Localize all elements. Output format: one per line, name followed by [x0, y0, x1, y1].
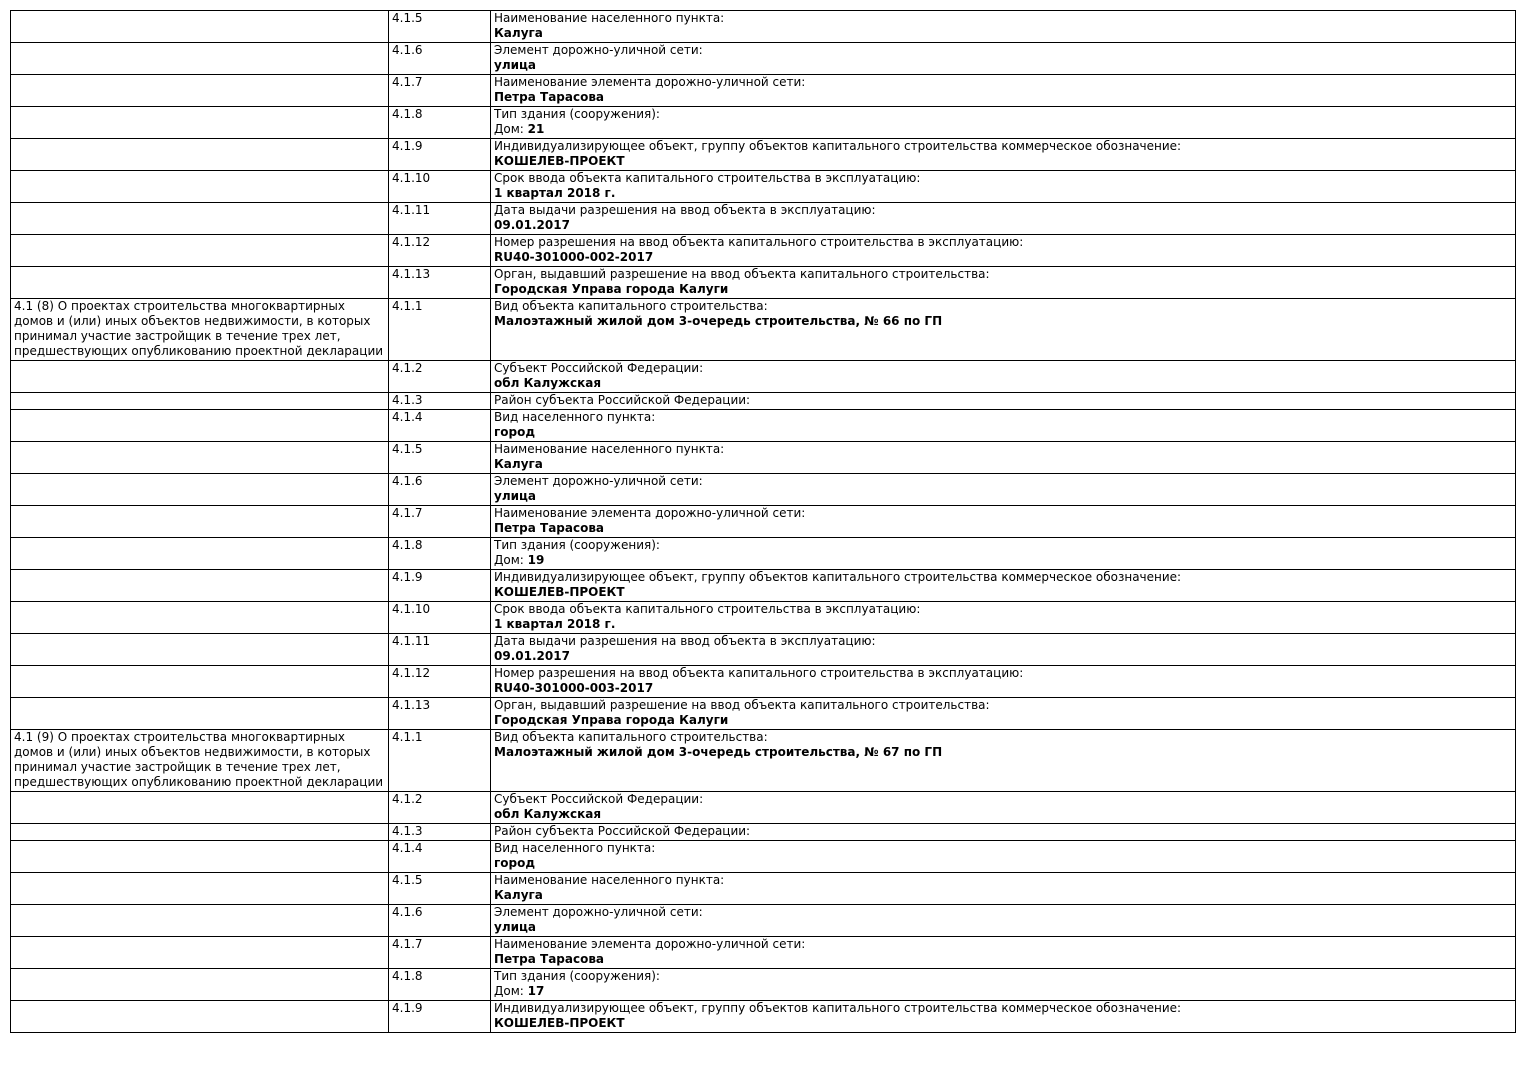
field-label: Индивидуализирующее объект, группу объектов капитального строительства коммерческое обозначение: — [494, 139, 1182, 153]
field-value-text: город — [494, 856, 536, 870]
left-spacer-cell — [11, 361, 389, 393]
field-cell — [491, 602, 1516, 634]
field-value-text: 1 квартал 2018 г. — [494, 617, 616, 631]
field-label: Наименование населенного пункта: — [494, 442, 725, 456]
field-cell — [491, 171, 1516, 203]
table-row — [11, 235, 1516, 267]
table-row — [11, 139, 1516, 171]
field-cell — [491, 937, 1516, 969]
table-row — [11, 792, 1516, 824]
left-spacer-cell — [11, 824, 389, 841]
field-label: Район субъекта Российской Федерации: — [494, 393, 751, 407]
field-label: Наименование населенного пункта: — [494, 873, 725, 887]
field-value — [494, 425, 1512, 440]
left-spacer-cell — [11, 235, 389, 267]
field-value — [494, 984, 1512, 999]
table-row — [11, 474, 1516, 506]
field-value — [494, 218, 1512, 233]
field-cell — [491, 666, 1516, 698]
left-spacer-cell — [11, 410, 389, 442]
left-spacer-cell — [11, 905, 389, 937]
field-cell — [491, 43, 1516, 75]
field-label: Орган, выдавший разрешение на ввод объекта капитального строительства: — [494, 698, 990, 712]
table-row — [11, 824, 1516, 841]
row-number-cell: 4.1.1 — [389, 730, 491, 792]
left-spacer-cell — [11, 538, 389, 570]
left-spacer-cell — [11, 506, 389, 538]
field-value-text: 1 квартал 2018 г. — [494, 186, 616, 200]
row-number-cell: 4.1.4 — [389, 841, 491, 873]
row-number-cell: 4.1.8 — [389, 538, 491, 570]
field-value-text: Малоэтажный жилой дом 3-очередь строительства, № 67 по ГП — [494, 745, 943, 759]
field-cell — [491, 698, 1516, 730]
field-value — [494, 553, 1512, 568]
table-row — [11, 969, 1516, 1001]
table-row — [11, 730, 1516, 792]
table-row — [11, 171, 1516, 203]
field-label: Вид объекта капитального строительства: — [494, 730, 768, 744]
row-number-cell: 4.1.6 — [389, 43, 491, 75]
field-label: Индивидуализирующее объект, группу объектов капитального строительства коммерческое обозначение: — [494, 1001, 1182, 1015]
left-spacer-cell — [11, 203, 389, 235]
field-label: Тип здания (сооружения): — [494, 107, 660, 121]
field-value — [494, 457, 1512, 472]
field-value — [494, 713, 1512, 728]
left-spacer-cell — [11, 171, 389, 203]
row-number-cell: 4.1.11 — [389, 203, 491, 235]
row-number-cell: 4.1.10 — [389, 171, 491, 203]
field-cell — [491, 538, 1516, 570]
field-label: Тип здания (сооружения): — [494, 969, 660, 983]
left-spacer-cell — [11, 442, 389, 474]
field-value-text: город — [494, 425, 536, 439]
field-value — [494, 376, 1512, 391]
table-row — [11, 698, 1516, 730]
field-value-text: улица — [494, 920, 537, 934]
table-row — [11, 11, 1516, 43]
field-label: Элемент дорожно-уличной сети: — [494, 43, 703, 57]
field-value — [494, 154, 1512, 169]
field-cell — [491, 299, 1516, 361]
row-number-cell: 4.1.9 — [389, 570, 491, 602]
field-cell — [491, 442, 1516, 474]
field-cell — [491, 75, 1516, 107]
left-spacer-cell — [11, 1001, 389, 1033]
row-number-cell: 4.1.12 — [389, 235, 491, 267]
field-value-text: 19 — [527, 553, 545, 567]
left-spacer-cell — [11, 792, 389, 824]
row-number-cell: 4.1.13 — [389, 267, 491, 299]
section-description-cell: 4.1 (8) О проектах строительства многоквартирных домов и (или) иных объектов недвижимости, в которых принимал участие застройщик в течение трех лет, предшествующих опубликованию проектной декларации — [11, 299, 389, 361]
field-value-text: улица — [494, 58, 537, 72]
field-value — [494, 745, 1512, 760]
field-cell — [491, 11, 1516, 43]
field-label: Вид населенного пункта: — [494, 841, 656, 855]
field-value-prefix: Дом: — [494, 122, 528, 136]
field-label: Индивидуализирующее объект, группу объектов капитального строительства коммерческое обозначение: — [494, 570, 1182, 584]
field-value-text: RU40-301000-002-2017 — [494, 250, 654, 264]
field-value-text: КОШЕЛЕВ-ПРОЕКТ — [494, 154, 625, 168]
project-declaration-table — [10, 10, 1516, 1033]
field-cell — [491, 506, 1516, 538]
field-value-text: КОШЕЛЕВ-ПРОЕКТ — [494, 585, 625, 599]
field-label: Субъект Российской Федерации: — [494, 361, 704, 375]
field-cell — [491, 107, 1516, 139]
left-spacer-cell — [11, 107, 389, 139]
field-cell — [491, 905, 1516, 937]
row-number-cell: 4.1.10 — [389, 602, 491, 634]
row-number-cell: 4.1.7 — [389, 937, 491, 969]
declaration-table-body — [11, 11, 1516, 1033]
field-value — [494, 888, 1512, 903]
field-label: Номер разрешения на ввод объекта капитального строительства в эксплуатацию: — [494, 666, 1024, 680]
field-value-text: 09.01.2017 — [494, 218, 570, 232]
table-row — [11, 666, 1516, 698]
field-cell — [491, 139, 1516, 171]
field-value-text: 09.01.2017 — [494, 649, 570, 663]
field-label: Дата выдачи разрешения на ввод объекта в эксплуатацию: — [494, 203, 876, 217]
field-value — [494, 521, 1512, 536]
field-value-text: Петра Тарасова — [494, 90, 605, 104]
table-row — [11, 538, 1516, 570]
field-value — [494, 282, 1512, 297]
table-row — [11, 299, 1516, 361]
field-value-text: Калуга — [494, 26, 543, 40]
field-value — [494, 58, 1512, 73]
row-number-cell: 4.1.5 — [389, 11, 491, 43]
field-label: Наименование элемента дорожно-уличной сети: — [494, 75, 806, 89]
table-row — [11, 873, 1516, 905]
field-value-text: 17 — [527, 984, 545, 998]
table-row — [11, 602, 1516, 634]
field-cell — [491, 873, 1516, 905]
field-value-text: Городская Управа города Калуги — [494, 282, 729, 296]
left-spacer-cell — [11, 267, 389, 299]
row-number-cell: 4.1.13 — [389, 698, 491, 730]
left-spacer-cell — [11, 570, 389, 602]
table-row — [11, 937, 1516, 969]
table-row — [11, 570, 1516, 602]
field-value — [494, 681, 1512, 696]
row-number-cell: 4.1.12 — [389, 666, 491, 698]
row-number-cell: 4.1.1 — [389, 299, 491, 361]
row-number-cell: 4.1.3 — [389, 824, 491, 841]
field-cell — [491, 969, 1516, 1001]
field-cell — [491, 474, 1516, 506]
field-label: Наименование населенного пункта: — [494, 11, 725, 25]
field-value — [494, 90, 1512, 105]
field-value-text: Петра Тарасова — [494, 521, 605, 535]
row-number-cell: 4.1.6 — [389, 474, 491, 506]
field-value — [494, 250, 1512, 265]
field-value — [494, 952, 1512, 967]
table-row — [11, 410, 1516, 442]
section-description-cell: 4.1 (9) О проектах строительства многоквартирных домов и (или) иных объектов недвижимости, в которых принимал участие застройщик в течение трех лет, предшествующих опубликованию проектной декларации — [11, 730, 389, 792]
field-label: Наименование элемента дорожно-уличной сети: — [494, 506, 806, 520]
row-number-cell: 4.1.11 — [389, 634, 491, 666]
field-cell — [491, 203, 1516, 235]
row-number-cell: 4.1.2 — [389, 361, 491, 393]
field-value-text: 21 — [527, 122, 545, 136]
field-label: Вид населенного пункта: — [494, 410, 656, 424]
row-number-cell: 4.1.8 — [389, 969, 491, 1001]
field-label: Район субъекта Российской Федерации: — [494, 824, 751, 838]
field-label: Орган, выдавший разрешение на ввод объекта капитального строительства: — [494, 267, 990, 281]
left-spacer-cell — [11, 602, 389, 634]
field-cell — [491, 841, 1516, 873]
left-spacer-cell — [11, 634, 389, 666]
left-spacer-cell — [11, 474, 389, 506]
field-label: Тип здания (сооружения): — [494, 538, 660, 552]
field-cell — [491, 410, 1516, 442]
table-row — [11, 267, 1516, 299]
field-label: Номер разрешения на ввод объекта капитального строительства в эксплуатацию: — [494, 235, 1024, 249]
field-cell — [491, 1001, 1516, 1033]
row-number-cell: 4.1.4 — [389, 410, 491, 442]
field-value-text: Калуга — [494, 888, 543, 902]
row-number-cell: 4.1.5 — [389, 442, 491, 474]
row-number-cell: 4.1.7 — [389, 506, 491, 538]
field-value-text: RU40-301000-003-2017 — [494, 681, 654, 695]
table-row — [11, 361, 1516, 393]
field-label: Срок ввода объекта капитального строительства в эксплуатацию: — [494, 602, 921, 616]
left-spacer-cell — [11, 969, 389, 1001]
left-spacer-cell — [11, 11, 389, 43]
field-cell — [491, 634, 1516, 666]
table-row — [11, 442, 1516, 474]
field-value — [494, 186, 1512, 201]
field-value-text: обл Калужская — [494, 376, 602, 390]
field-cell — [491, 393, 1516, 410]
field-value — [494, 617, 1512, 632]
field-value — [494, 1016, 1512, 1031]
field-value — [494, 489, 1512, 504]
table-row — [11, 75, 1516, 107]
row-number-cell: 4.1.9 — [389, 1001, 491, 1033]
left-spacer-cell — [11, 873, 389, 905]
table-row — [11, 1001, 1516, 1033]
table-row — [11, 393, 1516, 410]
table-row — [11, 203, 1516, 235]
field-label: Срок ввода объекта капитального строительства в эксплуатацию: — [494, 171, 921, 185]
field-cell — [491, 824, 1516, 841]
field-cell — [491, 570, 1516, 602]
left-spacer-cell — [11, 841, 389, 873]
field-value-prefix: Дом: — [494, 984, 528, 998]
field-value-text: Городская Управа города Калуги — [494, 713, 729, 727]
table-row — [11, 43, 1516, 75]
field-value — [494, 807, 1512, 822]
field-cell — [491, 267, 1516, 299]
field-cell — [491, 361, 1516, 393]
field-value — [494, 585, 1512, 600]
field-value — [494, 856, 1512, 871]
row-number-cell: 4.1.3 — [389, 393, 491, 410]
row-number-cell: 4.1.8 — [389, 107, 491, 139]
row-number-cell: 4.1.7 — [389, 75, 491, 107]
table-row — [11, 841, 1516, 873]
field-value — [494, 649, 1512, 664]
left-spacer-cell — [11, 698, 389, 730]
field-value-text: улица — [494, 489, 537, 503]
left-spacer-cell — [11, 139, 389, 171]
row-number-cell: 4.1.9 — [389, 139, 491, 171]
field-value — [494, 26, 1512, 41]
field-value — [494, 920, 1512, 935]
field-label: Элемент дорожно-уличной сети: — [494, 905, 703, 919]
field-label: Дата выдачи разрешения на ввод объекта в эксплуатацию: — [494, 634, 876, 648]
field-value — [494, 314, 1512, 329]
field-label: Элемент дорожно-уличной сети: — [494, 474, 703, 488]
field-value — [494, 122, 1512, 137]
field-label: Субъект Российской Федерации: — [494, 792, 704, 806]
field-value-prefix: Дом: — [494, 553, 528, 567]
table-row — [11, 506, 1516, 538]
left-spacer-cell — [11, 666, 389, 698]
field-value-text: обл Калужская — [494, 807, 602, 821]
field-cell — [491, 235, 1516, 267]
field-label: Наименование элемента дорожно-уличной сети: — [494, 937, 806, 951]
field-value-text: Калуга — [494, 457, 543, 471]
field-cell — [491, 730, 1516, 792]
field-cell — [491, 792, 1516, 824]
table-row — [11, 634, 1516, 666]
field-value-text: Петра Тарасова — [494, 952, 605, 966]
left-spacer-cell — [11, 43, 389, 75]
left-spacer-cell — [11, 937, 389, 969]
row-number-cell: 4.1.2 — [389, 792, 491, 824]
row-number-cell: 4.1.6 — [389, 905, 491, 937]
field-value-text: Малоэтажный жилой дом 3-очередь строительства, № 66 по ГП — [494, 314, 943, 328]
table-row — [11, 905, 1516, 937]
row-number-cell: 4.1.5 — [389, 873, 491, 905]
left-spacer-cell — [11, 75, 389, 107]
table-row — [11, 107, 1516, 139]
field-label: Вид объекта капитального строительства: — [494, 299, 768, 313]
field-value-text: КОШЕЛЕВ-ПРОЕКТ — [494, 1016, 625, 1030]
left-spacer-cell — [11, 393, 389, 410]
